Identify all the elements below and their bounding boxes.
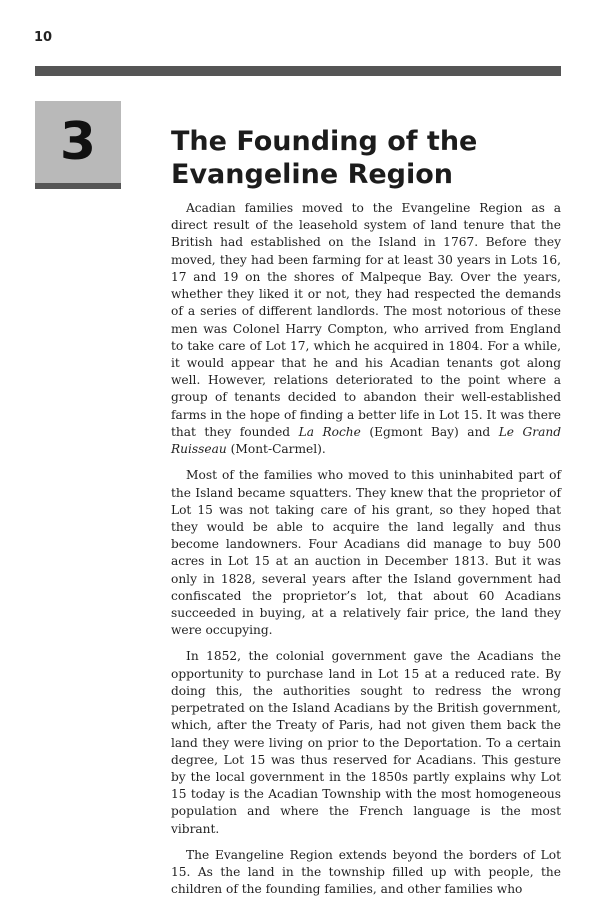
text-run: (Mont-Carmel).: [226, 442, 326, 457]
text-run: (Egmont Bay) and: [360, 424, 499, 439]
header-rule: [35, 66, 561, 76]
chapter-number-box: [35, 101, 121, 183]
body-text: [171, 200, 561, 899]
page-number: 10: [34, 30, 53, 45]
paragraph-3: [171, 648, 561, 837]
chapter-title: The Founding of the Evangeline Region: [171, 126, 478, 190]
paragraph-4: [171, 847, 561, 899]
chapter-number: 3: [59, 112, 97, 172]
chapter-number-underbar: [35, 183, 121, 189]
text-run: In 1852, the colonial government gave the Acadians the opportunity to purchase land in Lot 15 at a reduced rate. By doing this, the authorities sought to redress the wrong perpetrated on the Island Acadians by the British government, which, after the Treaty of Paris, had not given them back the land they were living on prior to the Deportation. To a certain degree, Lot 15 was thus reserved for Acadians. This gesture by the local government in the 1850s partly explains why Lot 15 today is the Acadian Township with the most homogeneous population and where the French language is the most vibrant.: [171, 649, 561, 836]
text-run: Acadian families moved to the Evangeline Region as a direct result of the leasehold system of land tenure that the British had established on the Island in 1767. Before they moved, they had been farming for at least 30 years in Lots 16, 17 and 19 on the shores of Malpeque Bay. Over the years, whether they liked it or not, they had respected the demands of a series of different landlords. The most notorious of these men was Colonel Harry Compton, who arrived from England to take care of Lot 17, which he acquired in 1804. For a while, it would appear that he and his Acadian tenants got along well. However, relations deteriorated to the point where a group of tenants decided to abandon their well-established farms in the hope of finding a better life in Lot 15. It was there that they founded: [171, 201, 561, 439]
text-run: The Evangeline Region extends beyond the borders of Lot 15. As the land in the township filled up with people, the children of the founding families, and other families who: [171, 847, 561, 897]
italic-place-name: Le Grand Ruisseau: [171, 424, 561, 457]
text-run: Most of the families who moved to this uninhabited part of the Island became squatters. They knew that the proprietor of Lot 15 was not taking care of his grant, so they hoped that they would be able to acquire the land legally and thus become landowners. Four Acadians did manage to buy 500 acres in Lot 15 at an auction in December 1813. But it was only in 1828, several years after the Island government had confiscated the proprietor’s lot, that about 60 Acadians succeeded in buying, at a relatively fair price, the land they were occupying.: [171, 468, 561, 638]
paragraph-1: [171, 200, 561, 458]
italic-place-name: La Roche: [298, 424, 361, 439]
paragraph-2: [171, 467, 561, 639]
